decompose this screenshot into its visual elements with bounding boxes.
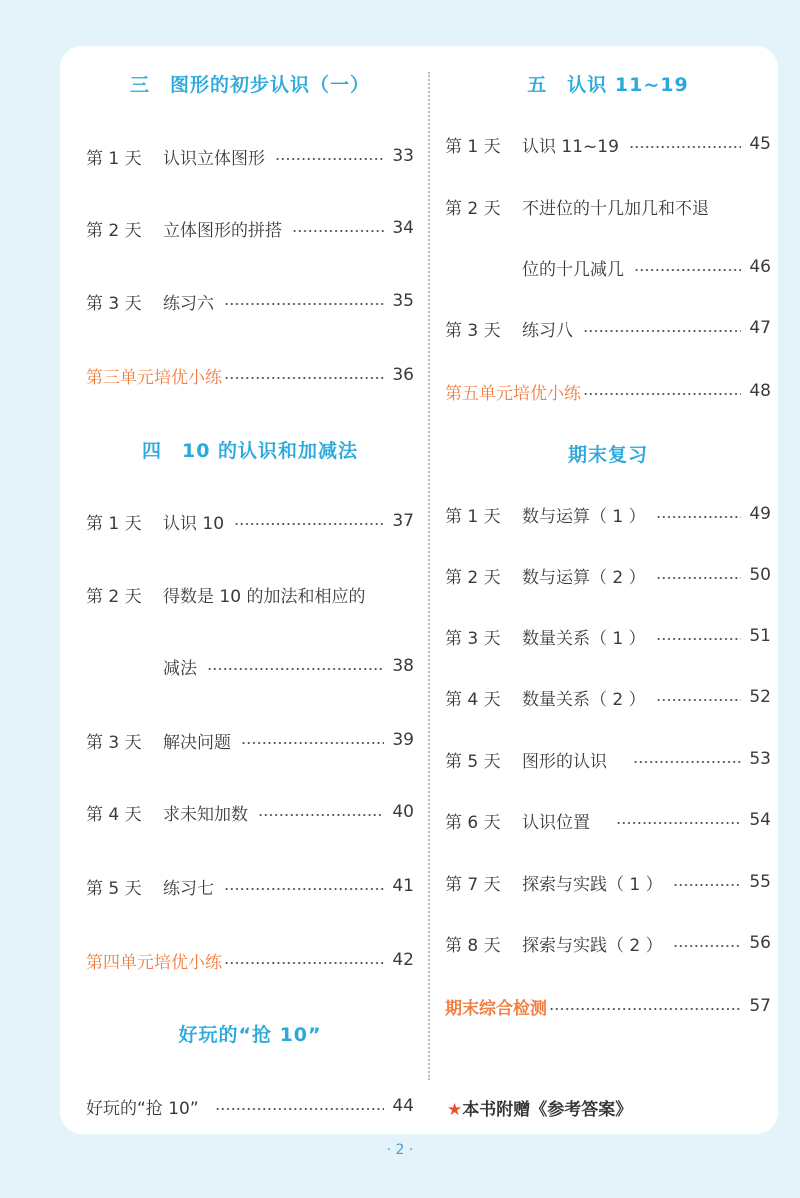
entry-page: 47 <box>749 318 771 338</box>
entry-day: 第 1 天 <box>86 513 142 534</box>
toc-entry-continued[interactable] <box>445 253 771 281</box>
entry-day: 第 7 天 <box>445 874 501 895</box>
entry-page: 33 <box>392 146 414 166</box>
entry-title: 解决问题 <box>163 732 231 753</box>
entry-title: 练习七 <box>163 878 214 899</box>
dot-leader <box>234 523 384 525</box>
review-title: 第三单元培优小练 <box>86 367 222 388</box>
toc-entry[interactable] <box>445 868 771 896</box>
section-heading-game: 好玩的“抢 10” <box>178 1024 322 1046</box>
entry-page: 37 <box>392 511 414 531</box>
entry-title: 数与运算（ 2 ） <box>522 567 646 588</box>
toc-entry-review[interactable] <box>86 361 414 389</box>
entry-page: 46 <box>749 257 771 277</box>
entry-day: 第 3 天 <box>86 732 142 753</box>
entry-day: 第 1 天 <box>445 506 501 527</box>
toc-entry[interactable] <box>86 142 414 170</box>
entry-title: 好玩的“抢 10” <box>86 1098 199 1119</box>
toc-entry[interactable] <box>86 1092 414 1120</box>
entry-title: 得数是 10 的加法和相应的 <box>163 586 366 607</box>
entry-page: 54 <box>749 810 771 830</box>
dot-leader <box>656 516 741 518</box>
entry-title: 练习六 <box>163 293 214 314</box>
entry-title: 探索与实践（ 1 ） <box>522 874 663 895</box>
entry-day: 第 3 天 <box>445 320 501 341</box>
entry-page: 45 <box>749 134 771 154</box>
entry-page: 53 <box>749 749 771 769</box>
entry-page: 48 <box>749 381 771 401</box>
toc-entry-final-exam[interactable] <box>445 992 771 1020</box>
entry-day: 第 4 天 <box>86 804 142 825</box>
entry-title: 求未知加数 <box>163 804 248 825</box>
entry-page: 55 <box>749 872 771 892</box>
toc-entry[interactable] <box>445 561 771 589</box>
dot-leader <box>633 761 741 763</box>
section-heading-unit-5: 五 认识 11~19 <box>527 74 689 96</box>
dot-leader <box>224 303 384 305</box>
entry-title: 认识 10 <box>163 513 225 534</box>
entry-page: 35 <box>392 291 414 311</box>
column-divider <box>428 72 430 1080</box>
toc-entry[interactable] <box>445 929 771 957</box>
entry-title: 认识立体图形 <box>163 148 265 169</box>
entry-page: 51 <box>749 626 771 646</box>
entry-day: 第 5 天 <box>86 878 142 899</box>
dot-leader <box>656 577 741 579</box>
toc-entry[interactable] <box>445 192 771 220</box>
toc-entry[interactable] <box>445 130 771 158</box>
entry-title: 位的十几减几 <box>522 259 624 280</box>
review-title: 第五单元培优小练 <box>445 383 581 404</box>
entry-page: 52 <box>749 687 771 707</box>
entry-title: 数量关系（ 2 ） <box>522 689 646 710</box>
entry-page: 56 <box>749 933 771 953</box>
entry-day: 第 1 天 <box>86 148 142 169</box>
entry-page: 40 <box>392 802 414 822</box>
toc-entry[interactable] <box>445 683 771 711</box>
entry-day: 第 2 天 <box>86 220 142 241</box>
toc-entry[interactable] <box>445 622 771 650</box>
entry-title: 练习八 <box>522 320 573 341</box>
dot-leader <box>224 962 384 964</box>
entry-page: 38 <box>392 656 414 676</box>
dot-leader <box>275 158 384 160</box>
toc-entry[interactable] <box>86 580 414 608</box>
entry-title: 认识 11~19 <box>522 136 619 157</box>
toc-entry[interactable] <box>86 726 414 754</box>
review-title: 第四单元培优小练 <box>86 952 222 973</box>
entry-page: 50 <box>749 565 771 585</box>
entry-day: 第 5 天 <box>445 751 501 772</box>
dot-leader <box>224 377 384 379</box>
dot-leader <box>583 330 741 332</box>
entry-page: 57 <box>749 996 771 1016</box>
entry-page: 41 <box>392 876 414 896</box>
page-number: · 2 · <box>386 1142 414 1158</box>
entry-day: 第 3 天 <box>445 628 501 649</box>
toc-entry[interactable] <box>86 287 414 315</box>
section-heading-unit-3: 三 图形的初步认识（一） <box>129 74 370 96</box>
entry-page: 36 <box>392 365 414 385</box>
dot-leader <box>656 699 741 701</box>
entry-day: 第 6 天 <box>445 812 501 833</box>
dot-leader <box>616 822 741 824</box>
entry-title: 探索与实践（ 2 ） <box>522 935 663 956</box>
entry-day: 第 1 天 <box>445 136 501 157</box>
entry-title: 数与运算（ 1 ） <box>522 506 646 527</box>
entry-title: 不进位的十几加几和不退 <box>522 198 709 219</box>
dot-leader <box>629 146 741 148</box>
toc-entry[interactable] <box>86 798 414 826</box>
entry-day: 第 4 天 <box>445 689 501 710</box>
toc-entry-review[interactable] <box>86 946 414 974</box>
section-heading-final-review: 期末复习 <box>567 444 648 466</box>
toc-entry[interactable] <box>445 314 771 342</box>
toc-entry[interactable] <box>445 500 771 528</box>
entry-title: 认识位置 <box>522 812 590 833</box>
entry-page: 44 <box>392 1096 414 1116</box>
dot-leader <box>207 668 384 670</box>
entry-day: 第 8 天 <box>445 935 501 956</box>
entry-title: 数量关系（ 1 ） <box>522 628 646 649</box>
dot-leader <box>673 945 741 947</box>
dot-leader <box>241 742 384 744</box>
toc-entry[interactable] <box>86 507 414 535</box>
entry-page: 42 <box>392 950 414 970</box>
toc-entry-review[interactable] <box>445 377 771 405</box>
dot-leader <box>292 230 384 232</box>
toc-entry[interactable] <box>445 745 771 773</box>
toc-entry[interactable] <box>86 872 414 900</box>
dot-leader <box>258 814 384 816</box>
dot-leader <box>673 884 741 886</box>
answer-key-text: 本书附赠《参考答案》 <box>462 1100 633 1120</box>
entry-page: 39 <box>392 730 414 750</box>
toc-entry[interactable] <box>445 806 771 834</box>
entry-title: 立体图形的拼搭 <box>163 220 282 241</box>
entry-page: 49 <box>749 504 771 524</box>
dot-leader <box>656 638 741 640</box>
entry-day: 第 2 天 <box>445 198 501 219</box>
entry-day: 第 3 天 <box>86 293 142 314</box>
final-exam-title: 期末综合检测 <box>445 998 547 1019</box>
dot-leader <box>215 1108 384 1110</box>
entry-page: 34 <box>392 218 414 238</box>
entry-title: 减法 <box>163 658 197 679</box>
entry-title: 图形的认识 <box>522 751 607 772</box>
star-icon: ★ <box>447 1100 463 1120</box>
dot-leader <box>634 269 741 271</box>
entry-day: 第 2 天 <box>86 586 142 607</box>
dot-leader <box>224 888 384 890</box>
section-heading-unit-4: 四 10 的认识和加减法 <box>141 440 359 462</box>
dot-leader <box>583 393 741 395</box>
toc-entry[interactable] <box>86 214 414 242</box>
entry-day: 第 2 天 <box>445 567 501 588</box>
dot-leader <box>549 1008 741 1010</box>
answer-key-note <box>447 1095 632 1120</box>
toc-entry-continued[interactable] <box>86 652 414 680</box>
